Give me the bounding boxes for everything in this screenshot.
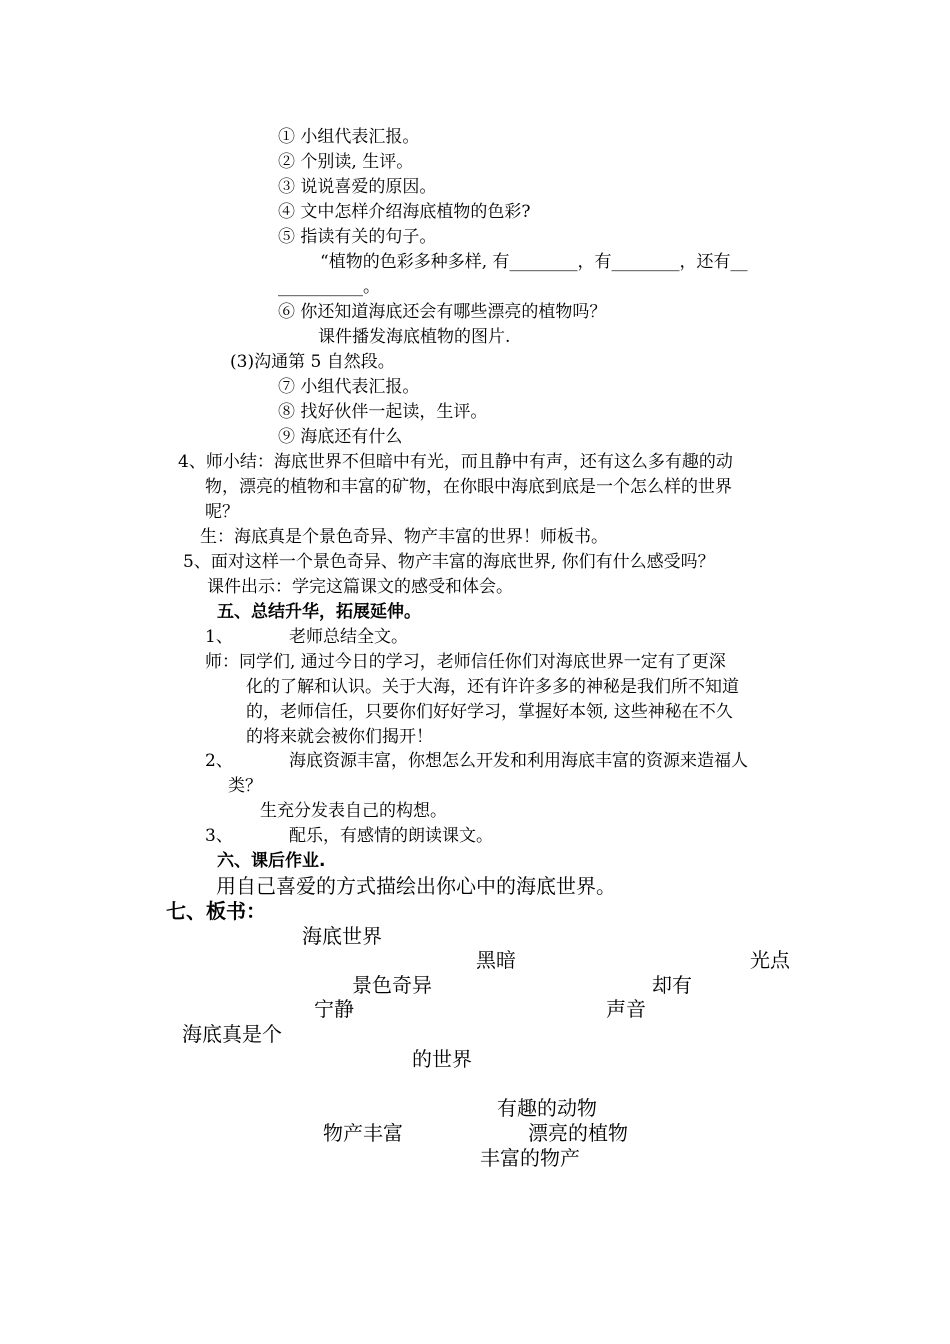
teacher-speech: 师：同学们, 通过今日的学习，老师信任你们对海底世界一定有了更深 <box>205 652 726 672</box>
section-title: 五、总结升华，拓展延伸。 <box>217 602 421 622</box>
step-number: 2、 <box>205 751 233 771</box>
step-text: 老师总结全文。 <box>289 627 408 647</box>
homework-text: 用自己喜爱的方式描绘出你心中的海底世界。 <box>216 874 616 898</box>
section-title: 六、课后作业. <box>217 851 326 871</box>
summary-text: 呢？ <box>205 502 239 522</box>
board-word: 宁静 <box>314 997 354 1021</box>
summary-text: 4、师小结：海底世界不但暗中有光，而且静中有声，还有这么多有趣的动 <box>178 452 733 472</box>
board-word: 却有 <box>652 973 692 997</box>
step-text: 配乐，有感情的朗读课文。 <box>289 826 493 846</box>
courseware-note: 课件播发海底植物的图片. <box>318 327 511 347</box>
step-number: 3、 <box>205 826 233 846</box>
board-word: 光点 <box>750 948 790 972</box>
board-word: 漂亮的植物 <box>528 1121 628 1145</box>
student-answer: 生：海底真是个景色奇异、物产丰富的世界！师板书。 <box>200 527 608 547</box>
courseware-note: 课件出示：学完这篇课文的感受和体会。 <box>207 577 513 597</box>
list-item: ④ 文中怎样介绍海底植物的色彩? <box>278 202 531 222</box>
board-word: 声音 <box>606 997 646 1021</box>
step-text-cont: 类？ <box>228 776 262 796</box>
step-number: 1、 <box>205 627 233 647</box>
section-heading: (3)沟通第 5 自然段。 <box>230 352 395 372</box>
board-word: 物产丰富 <box>323 1121 403 1145</box>
teacher-speech: 的将来就会被你们揭开！ <box>246 727 433 747</box>
list-item: ⑥ 你还知道海底还会有哪些漂亮的植物吗？ <box>278 302 607 322</box>
board-word: 丰富的物产 <box>480 1146 580 1170</box>
list-item: ③ 说说喜爱的原因。 <box>278 177 437 197</box>
student-note: 生充分发表自己的构想。 <box>260 801 447 821</box>
list-item: ⑦ 小组代表汇报。 <box>278 377 420 397</box>
board-word: 的世界 <box>412 1047 472 1071</box>
question-text: 5、面对这样一个景色奇异、物产丰富的海底世界, 你们有什么感受吗？ <box>183 552 715 572</box>
list-item: ② 个别读, 生评。 <box>278 152 414 172</box>
board-word: 黑暗 <box>476 948 516 972</box>
summary-text: 物，漂亮的植物和丰富的矿物，在你眼中海底到底是一个怎么样的世界 <box>205 477 732 497</box>
board-word: 海底真是个 <box>182 1022 282 1046</box>
list-item: ⑤ 指读有关的句子。 <box>278 227 437 247</box>
section-title: 七、板书： <box>166 899 266 923</box>
board-word: 景色奇异 <box>352 973 432 997</box>
list-item: ⑧ 找好伙伴一起读，生评。 <box>278 402 488 422</box>
list-item: ① 小组代表汇报。 <box>278 127 420 147</box>
fill-in-sentence: “植物的色彩多种多样, 有________，有________，还有__ <box>320 252 748 272</box>
step-text: 海底资源丰富，你想怎么开发和利用海底丰富的资源来造福人 <box>289 751 748 771</box>
teacher-speech: 化的了解和认识。关于大海，还有许许多多的神秘是我们所不知道 <box>246 677 739 697</box>
list-item: ⑨ 海底还有什么 <box>278 427 403 447</box>
teacher-speech: 的，老师信任，只要你们好好学习，掌握好本领, 这些神秘在不久 <box>246 702 733 722</box>
board-title: 海底世界 <box>302 924 382 948</box>
board-word: 有趣的动物 <box>497 1096 597 1120</box>
fill-in-sentence-cont: __________。 <box>278 277 380 297</box>
